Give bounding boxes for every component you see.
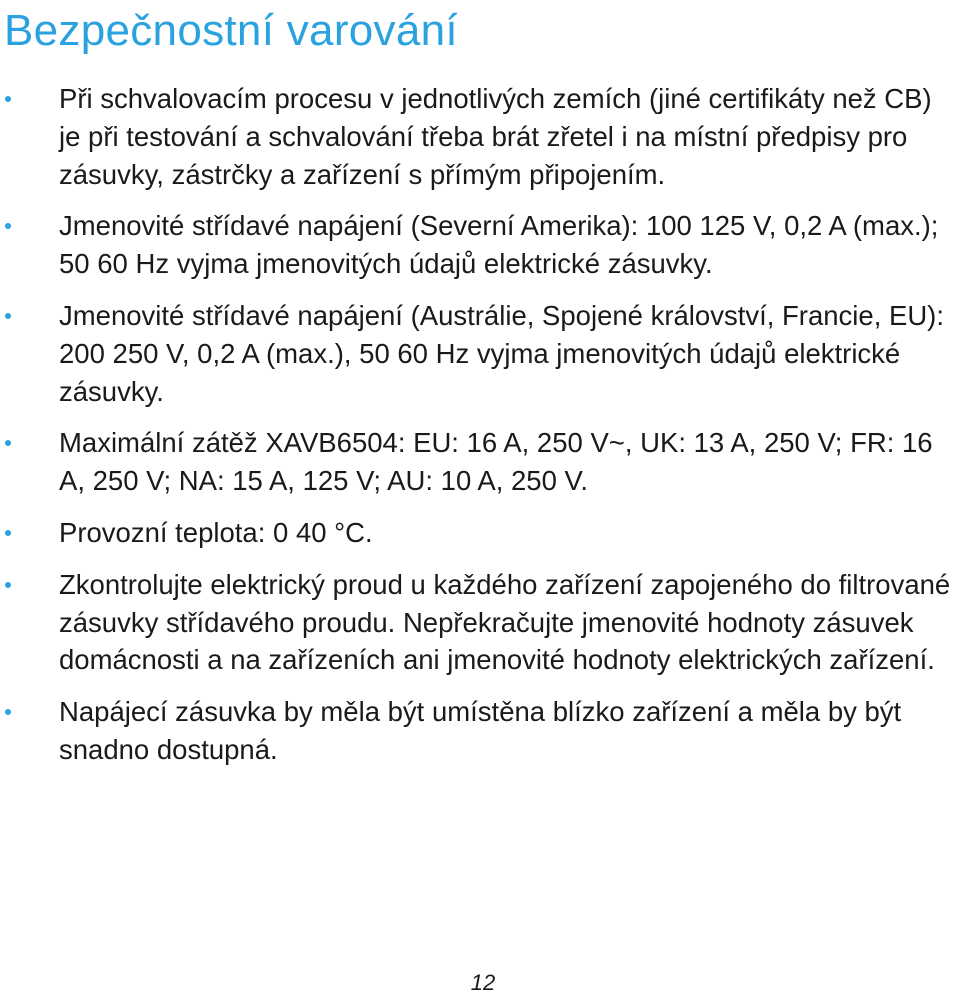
page-title: Bezpečnostní varování: [4, 6, 458, 55]
list-item: [0, 80, 960, 193]
list-item-text: Jmenovité střídavé napájení (Austrálie, Spojené království, Francie, EU): 200 250 V, 0,2 A (max.), 50 60 Hz vyjma jmenovitých údajů elektrické zásuvky.: [59, 299, 944, 407]
list-item: [0, 514, 960, 552]
list-item: [0, 566, 960, 679]
bullet-icon: [5, 530, 11, 536]
list-item: [0, 424, 960, 500]
list-item-text: Maximální zátěž XAVB6504: EU: 16 A, 250 V~, UK: 13 A, 250 V; FR: 16 A, 250 V; NA: 15 A, 125 V; AU: 10 A, 250 V.: [59, 427, 933, 497]
bullet-icon: [5, 582, 11, 588]
bullet-icon: [5, 96, 11, 102]
list-item-text: Napájecí zásuvka by měla být umístěna blízko zařízení a měla by být snadno dostupná.: [59, 696, 902, 765]
list-item: [0, 297, 960, 410]
bullet-icon: [5, 313, 11, 319]
safety-warnings-list: [0, 80, 960, 783]
list-item-text: Při schvalovacím procesu v jednotlivých zemích (jiné certifikáty než CB) je při testování a schvalování třeba brát zřetel i na místní předpisy pro zásuvky, zástrčky a zařízení s přímým připojením.: [59, 83, 932, 190]
list-item: [0, 693, 960, 769]
bullet-icon: [5, 440, 11, 446]
bullet-icon: [5, 709, 11, 715]
list-item-text: Zkontrolujte elektrický proud u každého zařízení zapojeného do filtrované zásuvky střídavého proudu. Nepřekračujte jmenovité hodnoty zásuvek domácnosti a na zařízeních ani jmenovité hodnoty elektrických zařízení.: [59, 568, 951, 676]
page-number: 12: [470, 970, 496, 995]
list-item-text: Provozní teplota: 0 40 °C.: [59, 516, 373, 548]
list-item: [0, 207, 960, 283]
bullet-icon: [5, 223, 11, 229]
list-item-text: Jmenovité střídavé napájení (Severní Amerika): 100 125 V, 0,2 A (max.); 50 60 Hz vyjma jmenovitých údajů elektrické zásuvky.: [59, 210, 939, 280]
